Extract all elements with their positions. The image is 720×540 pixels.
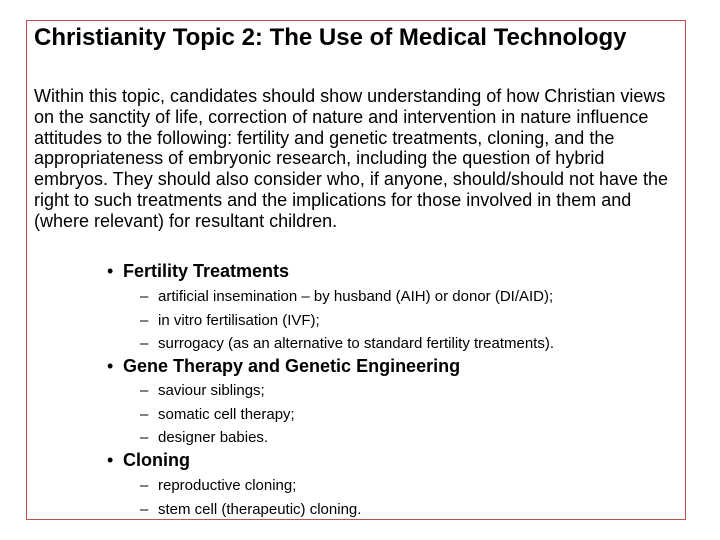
bullet-dot-icon: • — [107, 356, 114, 376]
list-item-text: surrogacy (as an alternative to standard fertility treatments). — [158, 335, 555, 352]
gene-therapy-list — [140, 379, 295, 450]
list-item — [140, 379, 295, 403]
bullet-cloning — [107, 449, 190, 471]
list-item — [140, 403, 295, 427]
bullet-dot-icon: • — [107, 450, 114, 470]
cloning-list — [140, 474, 361, 521]
slide-title: Christianity Topic 2: The Use of Medical Technology — [34, 24, 627, 51]
list-item-text: somatic cell therapy; — [158, 405, 295, 423]
bullet-heading: Cloning — [123, 450, 190, 470]
list-item-text: saviour siblings; — [158, 382, 265, 399]
dash-icon: – — [140, 288, 149, 305]
dash-icon: – — [140, 500, 149, 518]
dash-icon: – — [140, 429, 149, 446]
dash-icon: – — [140, 335, 149, 352]
bullet-gene-therapy — [107, 355, 460, 377]
list-item-text: reproductive cloning; — [158, 477, 297, 494]
intro-paragraph: Within this topic, candidates should show understanding of how Christian views on the sanctity of life, correction of nature and intervention in nature influence attitudes to the following: fertility and genetic treatments, cloning, and the appropriateness of embryonic research, including the question of hybrid embryos. They should also consider who, if anyone, should/should not have the right to such treatments and the implications for those involved in them and (where relevant) for resultant children. — [34, 86, 669, 231]
list-item — [140, 426, 295, 450]
list-item-text: in vitro fertilisation (IVF); — [158, 311, 320, 329]
list-item-text: designer babies. — [158, 429, 269, 446]
fertility-treatments-list — [140, 285, 554, 356]
list-item — [140, 309, 554, 333]
dash-icon: – — [140, 405, 149, 423]
bullet-dot-icon: • — [107, 261, 114, 281]
list-item — [140, 474, 361, 498]
bullet-heading: Fertility Treatments — [123, 261, 290, 281]
bullet-fertility-treatments — [107, 260, 289, 282]
list-item — [140, 498, 361, 522]
dash-icon: – — [140, 311, 149, 329]
dash-icon: – — [140, 477, 149, 494]
bullet-heading: Gene Therapy and Genetic Engineering — [123, 356, 461, 376]
list-item-text: stem cell (therapeutic) cloning. — [158, 500, 362, 518]
list-item-text: artificial insemination – by husband (AIH) or donor (DI/AID); — [158, 288, 554, 305]
list-item — [140, 332, 554, 356]
list-item — [140, 285, 554, 309]
dash-icon: – — [140, 382, 149, 399]
